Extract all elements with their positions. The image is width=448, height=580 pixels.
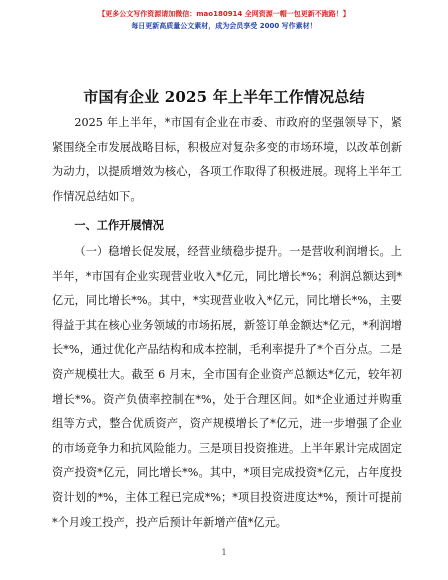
promo-banner-line-2: 每日更新高质量公文素材，成为会员享受 2000 写作素材！ xyxy=(131,22,317,30)
page-number: 1 xyxy=(221,548,227,557)
section-paragraph: （一）稳增长促发展，经营业绩稳步提升。一是营收利润增长。上半年，*市国有企业实现营业收入*亿元，同比增长*%；利润总额达到*亿元，同比增长*%。其中，*实现营业收入*亿元，同比增长*%，主要得益于其在核心业务领域的市场拓展，新签订单金额达*亿元，*利润增长*%，通过优化产品结构和成本控制，毛利率提升了*个百分点。二是资产规模壮大。截至 6 月末，全市国有企业资产总额达*亿元，较年初增长*%。资产负债率控制在*%，处于合理区间。如*企业通过并购重组等方式，整合优质资产，资产规模增长了*亿元，进一步增强了企业的市场竞争力和抗风险能力。三是项目投资推进。上半年累计完成固定资产投资*亿元，同比增长*%。其中，*项目完成投资*亿元，占年度投资计划的*%，主体工程已完成*%；*项目投资进度达*%，预计可提前*个月竣工投产，投产后预计年新增产值*亿元。 xyxy=(52,244,402,529)
intro-paragraph: 2025 年上半年，*市国有企业在市委、市政府的坚强领导下，紧紧围绕全市发展战略目标，积极应对复杂多变的市场环境，以改革创新为动力，以提质增效为核心，各项工作取得了积极进展。现将上半年工作情况总结如下。 xyxy=(52,116,402,203)
document-title: 市国有企业 2025 年上半年工作情况总结 xyxy=(83,88,365,106)
promo-banner-line-1: 【更多公文写作资源请加微信：mao180914 全网资源一帽一包更新不跑路！】 xyxy=(98,10,350,18)
section-heading: 一、工作开展情况 xyxy=(74,218,164,233)
promo-banner xyxy=(0,8,448,32)
document-body xyxy=(52,111,402,535)
